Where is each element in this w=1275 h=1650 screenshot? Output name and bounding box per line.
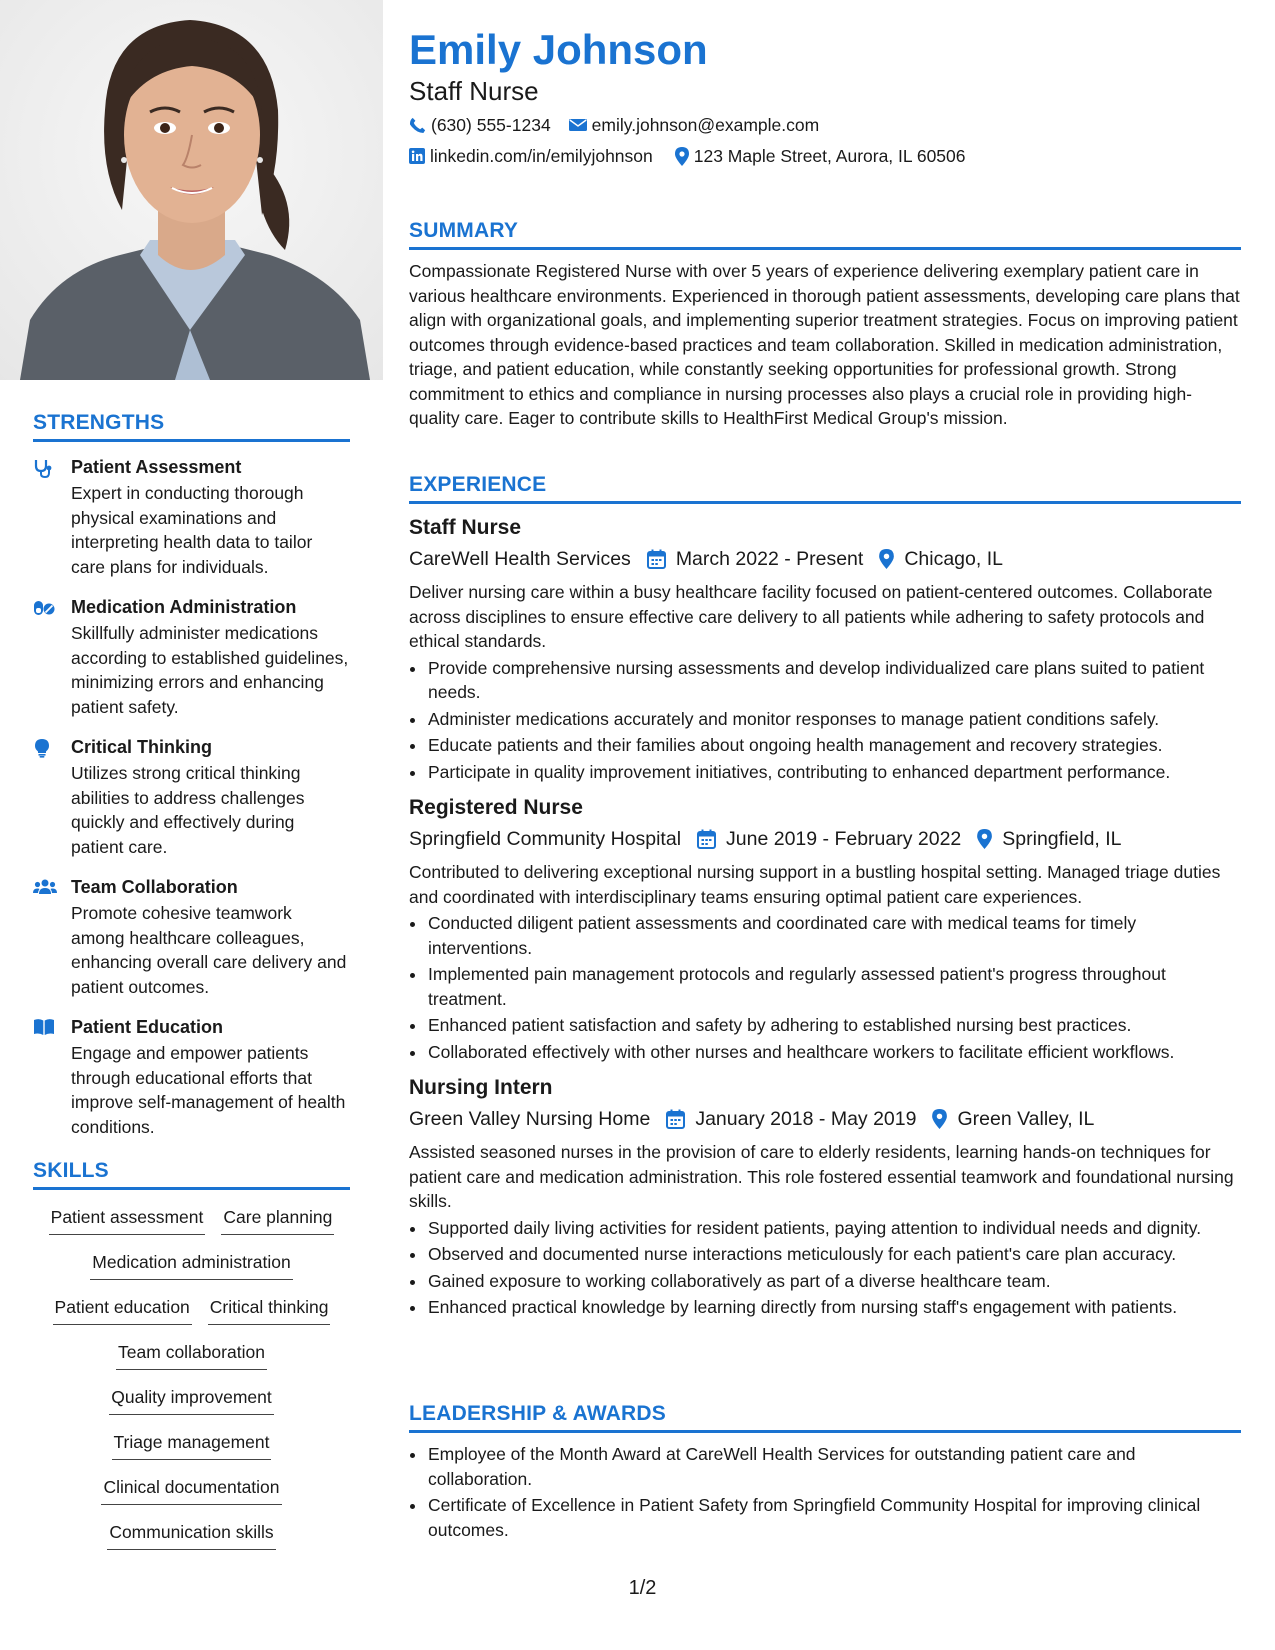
- linkedin-icon: [409, 148, 425, 164]
- skills-section: [33, 1159, 350, 1566]
- skill-tag: Patient education: [53, 1296, 192, 1325]
- stethoscope-icon: [33, 456, 71, 579]
- job-location: Chicago, IL: [904, 548, 1003, 570]
- job-bullet: • Supported daily living activities for resident patients, paying attention to individual needs and dignity.: [427, 1216, 1241, 1241]
- section-divider: [409, 247, 1241, 250]
- job-location: Springfield, IL: [1002, 828, 1122, 850]
- job-bullet: • Administer medications accurately and monitor responses to manage patient conditions safely.: [427, 707, 1241, 732]
- job-company: CareWell Health Services: [409, 548, 631, 570]
- profile-photo: [0, 0, 383, 380]
- job-dates: March 2022 - Present: [675, 548, 864, 570]
- skill-tag: Critical thinking: [208, 1296, 331, 1325]
- users-icon: [33, 876, 71, 999]
- job-company: Springfield Community Hospital: [409, 828, 682, 850]
- job-description: Deliver nursing care within a busy healthcare facility focused on patient-centered outcomes. Collaborate across disciplines to ensure effective care delivery to all patients while adhering to safety protocols and ethical standards.: [409, 582, 1213, 651]
- job-bullet: • Conducted diligent patient assessments and coordinated care with medical teams for timely interventions.: [427, 911, 1241, 960]
- strength-title: Team Collaboration: [71, 877, 238, 897]
- contact-row: [409, 144, 984, 168]
- job-title: Staff Nurse: [409, 516, 522, 539]
- job-bullets: [409, 656, 1241, 785]
- awards-list: [409, 1442, 1241, 1542]
- email-link[interactable]: emily.johnson@example.com: [591, 115, 820, 135]
- phone-icon: [409, 117, 426, 134]
- strength-item: [33, 596, 350, 719]
- job-bullet: • Enhanced practical knowledge by learning directly from nursing staff's engagement with patients.: [427, 1295, 1241, 1320]
- phone-number[interactable]: (630) 555-1234: [431, 115, 551, 135]
- skill-tag: Triage management: [112, 1431, 272, 1460]
- location-icon: [675, 147, 689, 166]
- job-bullet: • Provide comprehensive nursing assessments and develop individualized care plans suited to patient needs.: [427, 656, 1241, 705]
- job-dates: January 2018 - May 2019: [695, 1108, 917, 1130]
- job-entry: [409, 1074, 1241, 1320]
- section-divider: [33, 1187, 350, 1190]
- summary-section: [409, 219, 1241, 431]
- awards-heading: LEADERSHIP & AWARDS: [409, 1402, 666, 1425]
- location-icon: [932, 1109, 947, 1129]
- skill-tag: Communication skills: [107, 1521, 275, 1550]
- strength-title: Medication Administration: [71, 597, 297, 617]
- job-bullet: • Collaborated effectively with other nurses and healthcare workers to facilitate efficient workflows.: [427, 1040, 1241, 1065]
- location-icon: [977, 829, 992, 849]
- skill-tag: Care planning: [221, 1206, 334, 1235]
- calendar-icon: [697, 829, 716, 849]
- job-bullet: • Implemented pain management protocols and regularly assessed patient's progress throughout treatment.: [427, 962, 1241, 1011]
- address-text: 123 Maple Street, Aurora, IL 60506: [693, 146, 966, 166]
- strength-item: [33, 736, 350, 859]
- strength-item: [33, 456, 350, 579]
- strength-description: Utilizes strong critical thinking abilities to address challenges quickly and effectively during patient care.: [71, 763, 305, 857]
- calendar-icon: [666, 1109, 685, 1129]
- skill-tag: Quality improvement: [109, 1386, 273, 1415]
- job-bullet: • Observed and documented nurse interactions meticulously for each patient's care plan accuracy.: [427, 1242, 1241, 1267]
- job-bullets: [409, 1216, 1241, 1320]
- skill-tag: Medication administration: [90, 1251, 292, 1280]
- lightbulb-icon: [33, 736, 71, 859]
- job-description: Contributed to delivering exceptional nursing support in a bustling hospital setting. Managed triage duties and coordinated with interdisciplinary teams ensuring optimal patient care experiences.: [409, 862, 1221, 907]
- book-icon: [33, 1016, 71, 1139]
- section-divider: [409, 501, 1241, 504]
- experience-heading: EXPERIENCE: [409, 473, 547, 496]
- email-icon: [569, 118, 587, 132]
- job-entry: [409, 514, 1241, 784]
- job-bullet: • Educate patients and their families about ongoing health management and recovery strategies.: [427, 733, 1241, 758]
- job-title: Nursing Intern: [409, 1076, 553, 1099]
- job-dates: June 2019 - February 2022: [726, 828, 962, 850]
- contact-row: [409, 113, 837, 137]
- job-bullet: • Gained exposure to working collaboratively as part of a diverse healthcare team.: [427, 1269, 1241, 1294]
- strengths-section: [33, 411, 350, 1156]
- job-location: Green Valley, IL: [957, 1108, 1095, 1130]
- skill-tag: Clinical documentation: [101, 1476, 281, 1505]
- summary-text: Compassionate Registered Nurse with over 5 years of experience delivering exemplary patient care in various healthcare environments. Experienced in thorough patient assessments, developing care plans that align with organizational goals, and implementing superior treatment strategies. Focus on improving patient outcomes through evidence-based practices and team collaboration. Skilled in medication administration, triage, and patient education, while constantly seeking opportunities for professional growth. Strong commitment to ethics and compliance in nursing processes also plays a crucial role in providing high-quality care. Eager to contribute skills to HealthFirst Medical Group's mission.: [409, 261, 1240, 428]
- awards-section: [409, 1402, 1241, 1544]
- left-column: [0, 0, 383, 1650]
- job-description: Assisted seasoned nurses in the provision of care to elderly residents, learning hands-on techniques for patient care and medication administration. This role fostered essential teamwork and foundational nursing skills.: [409, 1142, 1234, 1211]
- summary-heading: SUMMARY: [409, 219, 519, 242]
- strength-title: Patient Education: [71, 1017, 224, 1037]
- strength-title: Critical Thinking: [71, 737, 213, 757]
- skill-tag: Patient assessment: [49, 1206, 206, 1235]
- job-bullet: • Participate in quality improvement initiatives, contributing to enhanced department performance.: [427, 760, 1241, 785]
- experience-section: [409, 473, 1241, 1322]
- strengths-heading: STRENGTHS: [33, 411, 165, 434]
- skills-heading: SKILLS: [33, 1159, 109, 1182]
- section-divider: [409, 1430, 1241, 1433]
- award-item: • Certificate of Excellence in Patient Safety from Springfield Community Hospital for improving clinical outcomes.: [427, 1493, 1241, 1542]
- strength-description: Expert in conducting thorough physical examinations and interpreting health data to tailor care plans for individuals.: [71, 483, 313, 577]
- strength-item: [33, 1016, 350, 1139]
- pills-icon: [33, 596, 71, 719]
- linkedin-link[interactable]: linkedin.com/in/emilyjohnson: [430, 146, 653, 166]
- job-bullets: [409, 911, 1241, 1064]
- strength-description: Engage and empower patients through educational efforts that improve self-management of health conditions.: [71, 1043, 346, 1137]
- job-company: Green Valley Nursing Home: [409, 1108, 651, 1130]
- job-entry: [409, 794, 1241, 1064]
- job-bullet: • Enhanced patient satisfaction and safety by adhering to established nursing best practices.: [427, 1013, 1241, 1038]
- section-divider: [33, 439, 350, 442]
- job-title: Registered Nurse: [409, 796, 583, 819]
- strength-description: Promote cohesive teamwork among healthcare colleagues, enhancing overall care delivery and patient outcomes.: [71, 903, 347, 997]
- calendar-icon: [647, 549, 666, 569]
- page-number: 1/2: [628, 1577, 657, 1599]
- candidate-name: Emily Johnson: [409, 26, 708, 73]
- strength-title: Patient Assessment: [71, 457, 242, 477]
- strength-item: [33, 876, 350, 999]
- award-item: • Employee of the Month Award at CareWell Health Services for outstanding patient care and collaboration.: [427, 1442, 1241, 1491]
- location-icon: [879, 549, 894, 569]
- skill-tag: Team collaboration: [116, 1341, 267, 1370]
- candidate-title: Staff Nurse: [409, 76, 539, 106]
- strength-description: Skillfully administer medications according to established guidelines, minimizing errors and enhancing patient safety.: [71, 623, 349, 717]
